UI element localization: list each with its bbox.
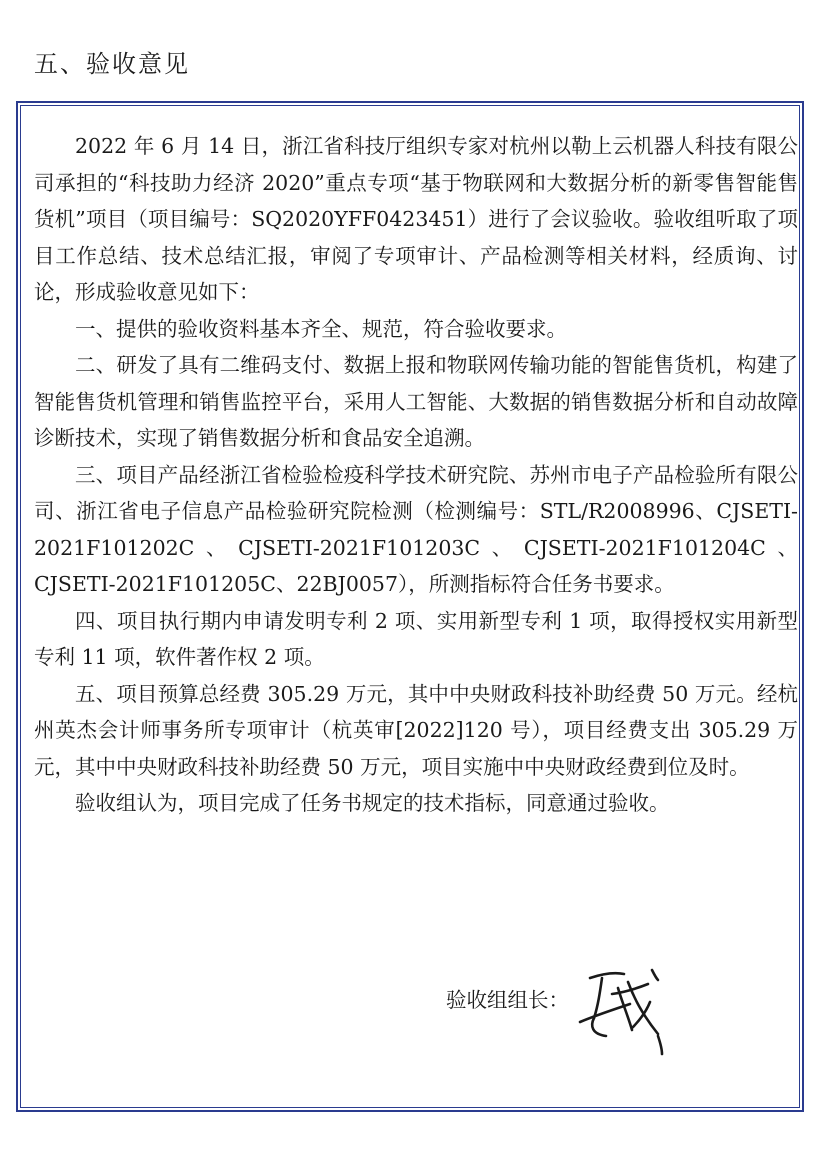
paragraph-conclusion: 验收组认为，项目完成了任务书规定的技术指标，同意通过验收。: [75, 791, 670, 815]
acceptance-opinion-body: [34, 128, 798, 822]
paragraph-item-5: 五、项目预算总经费 305.29 万元，其中中央财政科技补助经费 50 万元。经杭州英杰会计师事务所专项审计（杭英审[2022]120 号），项目经费支出 305.29 万元，其中中央财政科技补助经费 50 万元，项目实施中中央财政经费到位及时。: [34, 681, 798, 779]
paragraph-item-4: 四、项目执行期内申请发明专利 2 项、实用新型专利 1 项，取得授权实用新型专利 11 项，软件著作权 2 项。: [34, 608, 798, 669]
paragraph-item-2: 二、研发了具有二维码支付、数据上报和物联网传输功能的智能售货机，构建了智能售货机管理和销售监控平台，采用人工智能、大数据的销售数据分析和自动故障诊断技术，实现了销售数据分析和食品安全追溯。: [34, 353, 798, 450]
handwritten-signature: [572, 958, 682, 1058]
paragraph-intro: 2022 年 6 月 14 日，浙江省科技厅组织专家对杭州以勒上云机器人科技有限公司承担的“科技助力经济 2020”重点专项“基于物联网和大数据分析的新零售智能售货机”项目（项目编号：SQ2020YFF0423451）进行了会议验收。验收组听取了项目工作总结、技术总结汇报，审阅了专项审计、产品检测等相关材料，经质询、讨论，形成验收意见如下：: [34, 134, 798, 304]
paragraph-item-1: 一、提供的验收资料基本齐全、规范，符合验收要求。: [75, 316, 567, 341]
section-heading: 五、验收意见: [34, 50, 190, 78]
signature-label: 验收组组长：: [446, 988, 569, 1012]
paragraph-item-3: 三、项目产品经浙江省检验检疫科学技术研究院、苏州市电子产品检验所有限公司、浙江省电子信息产品检验研究院检测（检测编号：STL/R2008996、CJSETI-2021F101202C、CJSETI-2021F101203C、CJSETI-2021F101204C、CJSETI-2021F101205C、22BJ0057），所测指标符合任务书要求。: [34, 462, 798, 596]
